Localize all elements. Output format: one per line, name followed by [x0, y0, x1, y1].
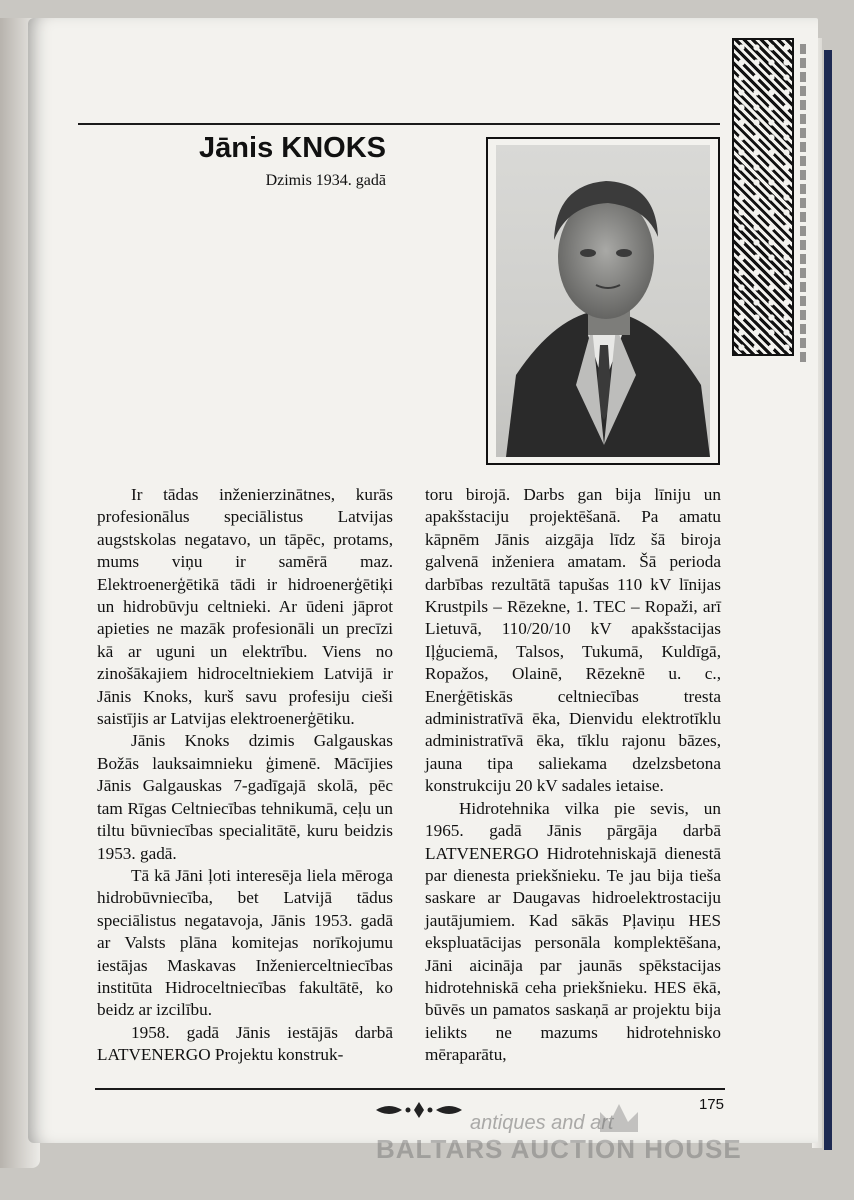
- birth-year-subtitle: Dzimis 1934. gadā: [265, 172, 386, 189]
- portrait-illustration: [496, 145, 710, 457]
- fleuron-ornament-icon: [374, 1100, 464, 1120]
- decorative-ornament-border: [732, 38, 794, 356]
- book-cover-edge: [824, 50, 832, 1150]
- paragraph: toru birojā. Darbs gan bija līniju un apakšstaciju projektēšanā. Pa amatu kāpnēm Jānis aizgāja līdz šā biroja galvenā inženiera amatam. Šā perioda darbības rezultātā tapušas 110 kV līnijas Krustpils – Rēzekne, 1. TEC – Ropaži, arī Lietuvā, 110/20/10 kV apakšstacijas Iļģuciemā, Talsos, Tukumā, Kuldīgā, Ropažos, Olainē, Rēzeknē u. c., Enerģētiskās celtniecības tresta administratīvā ēka, Dienvidu elektrotīklu administratīvā ēka, tīklu rajonu bāzes, jauna tipa saliekama dzelzsbetona konstrukciju 20 kV sadales ietaise.: [425, 485, 721, 796]
- text-column-right: [425, 484, 721, 1067]
- paragraph: Ir tādas inženierzinātnes, kurās profesionālus speciālistus Latvijas augstskolas negatavo, un tāpēc, protams, mums viņu ir samērā maz. Elektroenerģētikā tādi ir hidroenerģētiķi un hidrobūvju celtnieki. Ar ūdeni jāprot apieties ne mazāk profesionāli un precīzi kā ar uguni un elektrību. Viens no zinošākajiem hidroceltniekiem Latvijā ir Jānis Knoks, kurš savu profesiju cieši saistījis ar Latvijas elektroenerģētiku.: [97, 485, 393, 729]
- header-rule: [78, 123, 720, 125]
- watermark-tagline: antiques and art: [470, 1112, 614, 1134]
- footer-rule: [95, 1088, 725, 1090]
- watermark-brand: BALTARS AUCTION HOUSE: [376, 1134, 742, 1164]
- paragraph: Jānis Knoks dzimis Galgauskas Božās lauksaimnieku ģimenē. Mācījies Jānis Galgauskas 7-gadīgajā skolā, pēc tam Rīgas Celtniecības tehnikumā, ceļu un tiltu būvniecības specialitātē, kuru beidzis 1953. gadā.: [97, 731, 393, 863]
- decorative-side-pattern: [800, 44, 806, 364]
- text-column-left: [97, 484, 393, 1067]
- portrait-frame: [486, 137, 720, 465]
- paragraph: Hidrotehnika vilka pie sevis, un 1965. gadā Jānis pārgāja darbā LATVENERGO Hidrotehniskajā dienestā par dienesta priekšnieku. Te jau bija tieša saskare ar Daugavas hidroelektrostaciju jautājumiem. Kad sākās Pļaviņu HES ekspluatācijas personāla komplektēšana, Jāni aicināja par jaunās spēkstacijas hidrotehniskā ceha priekšnieku. HES ēkā, būvēs un pamatos saskaņā ar projektu bija ielikts ne mazums hidrotehnisko mēraparātu,: [425, 798, 721, 1065]
- page-number: 175: [698, 1096, 724, 1113]
- paragraph: Tā kā Jāni ļoti interesēja liela mēroga hidrobūvniecība, bet Latvijā tādus speciālistus negatavoja, Jānis 1953. gadā ar Valsts plāna komitejas norīkojumu iestājas Maskavas Inženierceltniecības institūta Hidroceltniecības fakultātē, ko beidz ar izcilību.: [97, 865, 393, 1020]
- article-title: Jānis KNOKS: [199, 132, 386, 164]
- portrait-photo: [496, 145, 710, 457]
- paragraph: 1958. gadā Jānis iestājās darbā LATVENERGO Projektu konstruk-: [97, 1022, 393, 1065]
